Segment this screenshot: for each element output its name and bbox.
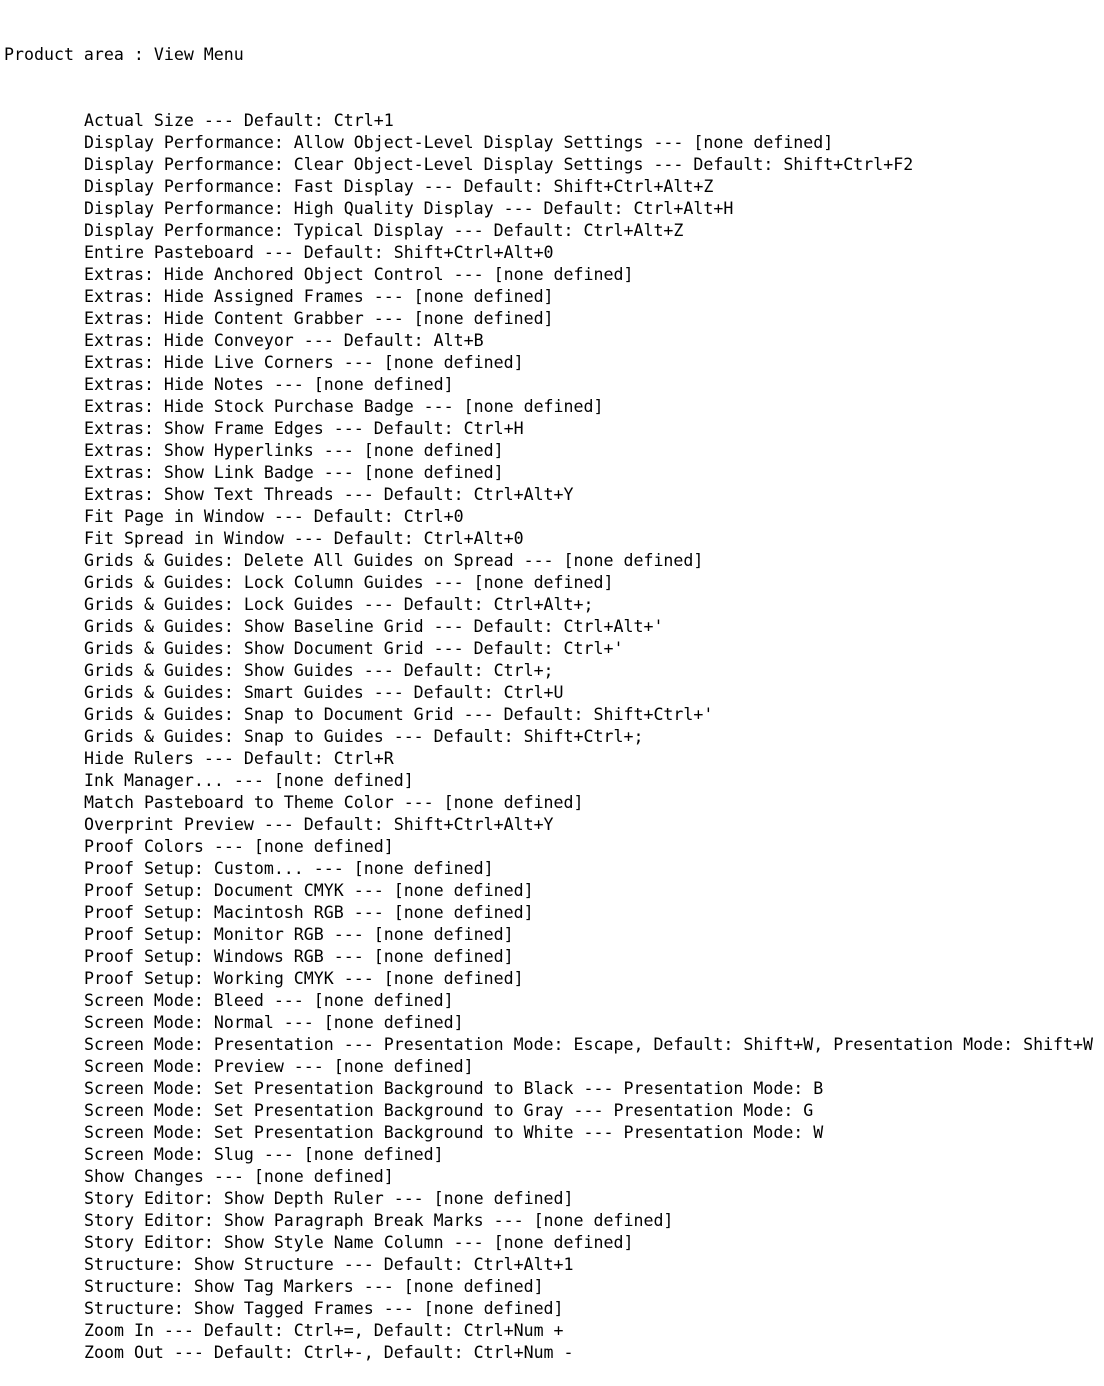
shortcut-entry: Actual Size --- Default: Ctrl+1 [84, 111, 394, 130]
shortcut-entry: Story Editor: Show Paragraph Break Marks --- [none defined] [84, 1211, 674, 1230]
shortcut-entry: Extras: Show Hyperlinks --- [none defined] [84, 441, 504, 460]
shortcut-entry: Extras: Hide Conveyor --- Default: Alt+B [84, 331, 484, 350]
shortcut-entry: Ink Manager... --- [none defined] [84, 771, 414, 790]
shortcut-entry: Grids & Guides: Delete All Guides on Spread --- [none defined] [84, 551, 704, 570]
shortcut-entry: Hide Rulers --- Default: Ctrl+R [84, 749, 394, 768]
shortcut-entry: Extras: Show Text Threads --- Default: Ctrl+Alt+Y [84, 485, 574, 504]
shortcut-entry: Extras: Hide Live Corners --- [none defined] [84, 353, 524, 372]
shortcut-entry: Grids & Guides: Snap to Guides --- Default: Shift+Ctrl+; [84, 727, 644, 746]
shortcut-entry: Extras: Hide Notes --- [none defined] [84, 375, 454, 394]
shortcut-entry: Display Performance: High Quality Display --- Default: Ctrl+Alt+H [84, 199, 734, 218]
shortcut-entry: Screen Mode: Set Presentation Background to Black --- Presentation Mode: B [84, 1079, 824, 1098]
shortcut-entry: Grids & Guides: Smart Guides --- Default: Ctrl+U [84, 683, 564, 702]
shortcut-entry: Story Editor: Show Depth Ruler --- [none defined] [84, 1189, 574, 1208]
shortcut-entry: Grids & Guides: Lock Guides --- Default: Ctrl+Alt+; [84, 595, 594, 614]
shortcut-entry: Extras: Hide Anchored Object Control --- [none defined] [84, 265, 634, 284]
shortcut-entry: Proof Setup: Macintosh RGB --- [none defined] [84, 903, 534, 922]
shortcut-entry: Screen Mode: Bleed --- [none defined] [84, 991, 454, 1010]
shortcut-entry: Proof Setup: Document CMYK --- [none defined] [84, 881, 534, 900]
shortcut-entry: Fit Page in Window --- Default: Ctrl+0 [84, 507, 464, 526]
shortcut-entry: Screen Mode: Preview --- [none defined] [84, 1057, 474, 1076]
shortcut-list [4, 110, 1093, 1364]
shortcut-entry: Structure: Show Tagged Frames --- [none defined] [84, 1299, 564, 1318]
shortcut-entry: Proof Colors --- [none defined] [84, 837, 394, 856]
shortcut-entry: Display Performance: Typical Display --- Default: Ctrl+Alt+Z [84, 221, 684, 240]
shortcut-entry: Zoom Out --- Default: Ctrl+-, Default: Ctrl+Num - [84, 1343, 574, 1362]
shortcut-entry: Display Performance: Allow Object-Level Display Settings --- [none defined] [84, 133, 834, 152]
product-area-header: Product area : View Menu [4, 45, 244, 64]
shortcut-entry: Match Pasteboard to Theme Color --- [none defined] [84, 793, 584, 812]
shortcut-entry: Screen Mode: Presentation --- Presentation Mode: Escape, Default: Shift+W, Presentation Mode: Shift+W [84, 1035, 1094, 1054]
shortcut-entry: Zoom In --- Default: Ctrl+=, Default: Ctrl+Num + [84, 1321, 564, 1340]
shortcut-document [4, 0, 1093, 1386]
shortcut-entry: Overprint Preview --- Default: Shift+Ctrl+Alt+Y [84, 815, 554, 834]
shortcut-entry: Display Performance: Clear Object-Level Display Settings --- Default: Shift+Ctrl+F2 [84, 155, 914, 174]
shortcut-entry: Screen Mode: Set Presentation Background to White --- Presentation Mode: W [84, 1123, 824, 1142]
shortcut-entry: Grids & Guides: Lock Column Guides --- [none defined] [84, 573, 614, 592]
shortcut-entry: Extras: Hide Stock Purchase Badge --- [none defined] [84, 397, 604, 416]
shortcut-entry: Display Performance: Fast Display --- Default: Shift+Ctrl+Alt+Z [84, 177, 714, 196]
shortcut-entry: Extras: Hide Assigned Frames --- [none defined] [84, 287, 554, 306]
shortcut-entry: Grids & Guides: Show Document Grid --- Default: Ctrl+' [84, 639, 624, 658]
shortcut-entry: Proof Setup: Custom... --- [none defined] [84, 859, 494, 878]
shortcut-entry: Show Changes --- [none defined] [84, 1167, 394, 1186]
shortcut-entry: Screen Mode: Slug --- [none defined] [84, 1145, 444, 1164]
shortcut-entry: Grids & Guides: Show Guides --- Default: Ctrl+; [84, 661, 554, 680]
shortcut-entry: Grids & Guides: Show Baseline Grid --- Default: Ctrl+Alt+' [84, 617, 664, 636]
shortcut-entry: Extras: Hide Content Grabber --- [none defined] [84, 309, 554, 328]
shortcut-entry: Proof Setup: Windows RGB --- [none defined] [84, 947, 514, 966]
shortcut-entry: Grids & Guides: Snap to Document Grid --- Default: Shift+Ctrl+' [84, 705, 714, 724]
shortcut-entry: Screen Mode: Set Presentation Background to Gray --- Presentation Mode: G [84, 1101, 814, 1120]
shortcut-entry: Fit Spread in Window --- Default: Ctrl+Alt+0 [84, 529, 524, 548]
shortcut-entry: Screen Mode: Normal --- [none defined] [84, 1013, 464, 1032]
shortcut-entry: Structure: Show Structure --- Default: Ctrl+Alt+1 [84, 1255, 574, 1274]
shortcut-entry: Entire Pasteboard --- Default: Shift+Ctrl+Alt+0 [84, 243, 554, 262]
shortcut-entry: Extras: Show Link Badge --- [none defined] [84, 463, 504, 482]
shortcut-entry: Structure: Show Tag Markers --- [none defined] [84, 1277, 544, 1296]
shortcut-entry: Proof Setup: Working CMYK --- [none defined] [84, 969, 524, 988]
shortcut-entry: Story Editor: Show Style Name Column --- [none defined] [84, 1233, 634, 1252]
shortcut-entry: Extras: Show Frame Edges --- Default: Ctrl+H [84, 419, 524, 438]
shortcut-entry: Proof Setup: Monitor RGB --- [none defined] [84, 925, 514, 944]
